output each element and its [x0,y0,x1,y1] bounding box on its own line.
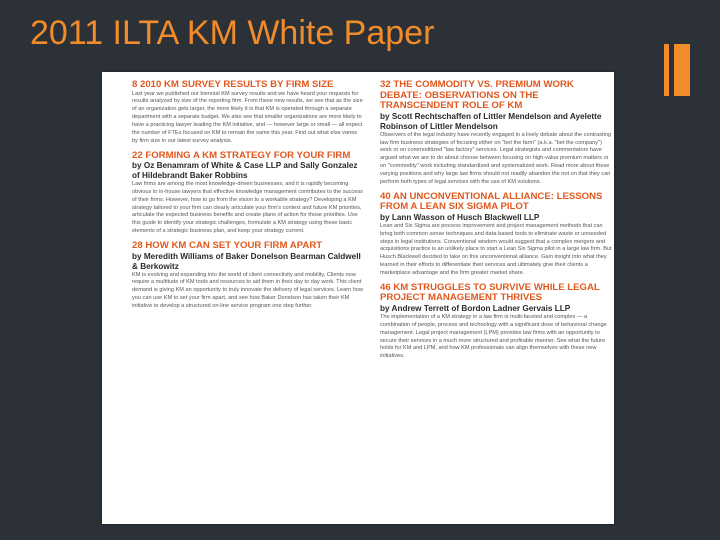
article-body: Lean and Six Sigma are process improvement and project management methods that can bring both common sense techniques and data-based tools to eliminate waste or unneeded steps in legal institutions. Conventional wisdom would suggest that a complex mergers and acquisitions practice is an unlikely place to start a Lean Six Sigma pilot in a large law firm. But Husch Blackwell decided to take on this unconventional alliance. Gain insight into what they learned in their efforts to differentiate their services and ultimately give their clients a marketplace advantage and the firm greater market share. [380,222,612,276]
slide-title: 2011 ILTA KM White Paper [30,14,435,52]
article-body: KM is evolving and expanding into the world of client connectivity and mobility. Clients now require a multitude of KM tools and resources to aid them in their day to day work. This client demand is giving KM an opportunity to truly innovate the delivery of legal services. Learn how you can use KM to set your firm apart, and see how Baker Donelson has taken their KM initiative to develop a structured on-line service program one step further. [132,271,364,309]
article-byline: by Lann Wasson of Husch Blackwell LLP [380,212,540,222]
article-body: Observers of the legal industry have recently engaged in a lively debate about the contrasting law firm business strategies of focusing either on "bet the farm" (a.k.a. "bet the company") work or on commoditized "law factory" services. Legal strategists and commentators have argued what we are to do about choose between focusing on high-value premium matters or on "commodity" work including standardized and systematized work. Read more about these varying positions and why large law firms should not readily abandon the not on that they can perform both types of legal services with the use of KM solutions. [380,131,612,185]
article-byline: by Oz Benamram of White & Case LLP and Sally Gonzalez of Hildebrandt Baker Robbins [132,161,358,181]
article-heading: 8 2010 KM SURVEY RESULTS BY FIRM SIZE [132,79,334,90]
article-km-strategy [132,151,364,237]
article-km-struggles [380,283,612,361]
article-heading: 40 AN UNCONVENTIONAL ALLIANCE: LESSONS FROM A LEAN SIX SIGMA PILOT [380,190,603,213]
article-byline: by Andrew Terrett of Bordon Ladner Gervais LLP [380,303,571,313]
article-firm-apart [132,241,364,311]
article-body: Law firms are among the most knowledge-driven businesses, and it is rapidly becoming obvious to in-house lawyers that effective knowledge management contributes to the success of their firms. However, how to go from the vision to a workable strategy? Developing a KM strategy tailored to your firm can clearly articulate your firm's context and future KM priorities, articulate the expected business benefits and create plans of action for those priorities. Use this guide to identify your strategic challenges, formulate a KM strategy using these basic elements of a strategic business plan, and keep your strategy current. [132,181,363,235]
article-survey-results [132,80,364,146]
article-body: The implementation of a KM strategy in a law firm is multi-faceted and complex — a combination of people, process and technology with a significant dose of behavioral change management. Legal project management (LPM) provides law firms with an opportunity to secure their services in a much more structured and profitable manner. See what the future holds for KM and LPM, and how KM professionals can align themselves with these new initiatives. [380,313,607,360]
article-commodity-debate [380,80,612,187]
article-byline: by Meredith Williams of Baker Donelson Bearman Caldwell & Berkowitz [132,251,361,271]
white-paper-page-image [102,72,614,524]
left-column [132,80,364,316]
article-heading: 22 FORMING A KM STRATEGY FOR YOUR FIRM [132,149,351,161]
article-heading: 28 HOW KM CAN SET YOUR FIRM APART [132,240,323,251]
article-byline: by Scott Rechtschaffen of Littler Mendelson and Ayelette Robinson of Littler Mendelson [380,111,602,131]
article-heading: 32 THE COMMODITY VS. PREMIUM WORK DEBATE: OBSERVATIONS ON THE TRANSCENDENT ROLE OF KM [380,79,574,112]
article-heading: 46 KM STRUGGLES TO SURVIVE WHILE LEGAL PROJECT MANAGEMENT THRIVES [380,281,600,304]
accent-bars-decoration [664,44,690,96]
right-column [380,80,612,366]
article-body: Last year we published our biennial KM survey results and we have heard your requests for results analyzed by size of the reporting firm. From these new results, we see that as the size of an organization gets larger, the more likely it is that KM is operated through a separate department with a separate budget. We also see that smaller organizations are more likely to have a practicing lawyer leading the KM initiative, and — however large or small — all expect the number of FTEs focused on KM to remain the same this year. Find out what else varies by firm size in our latest survey analysis. [132,90,363,144]
accent-bar-thick [674,44,690,96]
article-lean-six-sigma [380,192,612,278]
accent-bar-thin [664,44,669,96]
